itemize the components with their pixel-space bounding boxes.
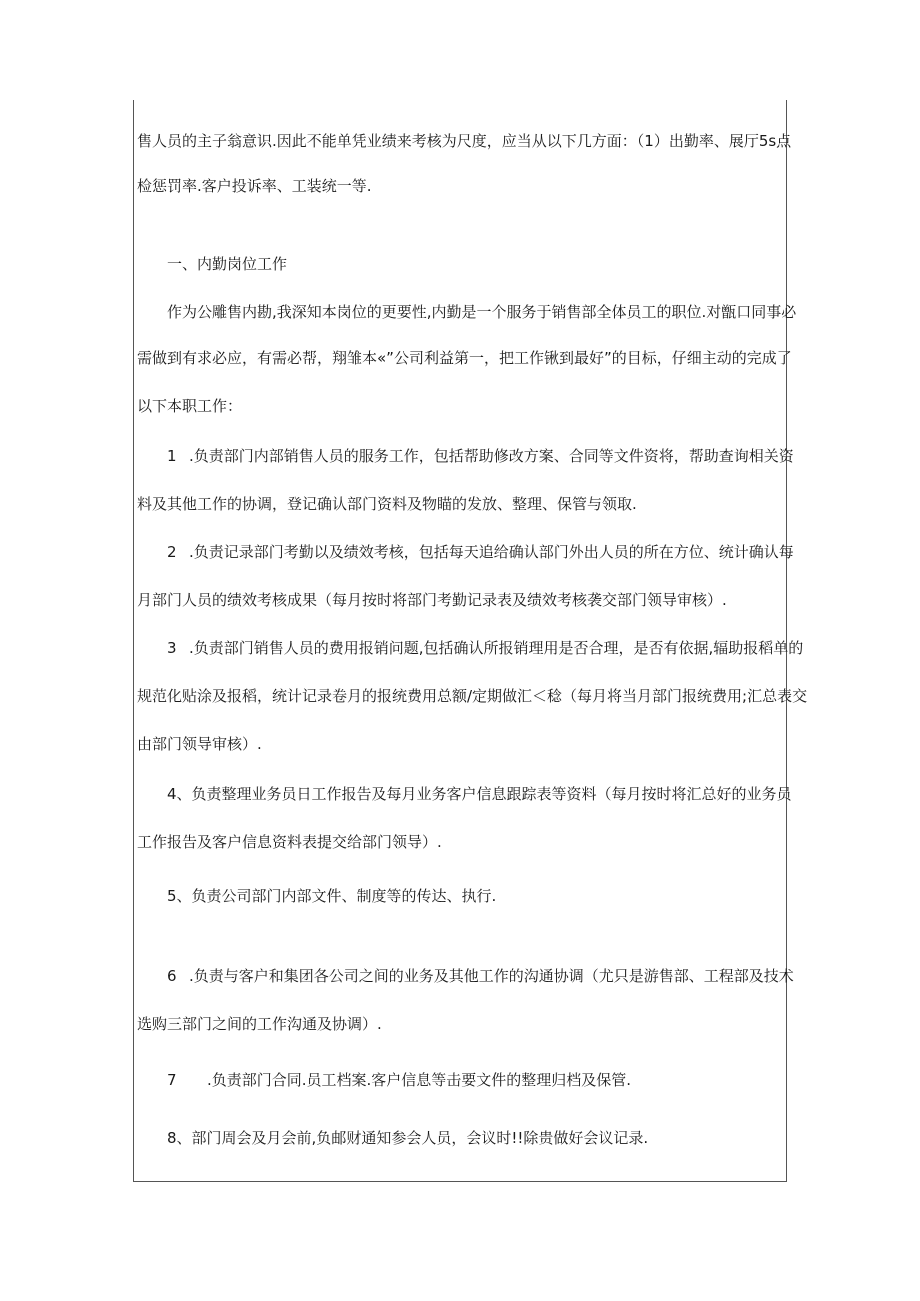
- item-2-text: .负责记录部门考勤以及绩效考核，包括每天追给确认部门外出人员的所在方位、统计确认每: [189, 543, 794, 561]
- item-6-line-1: [167, 966, 794, 986]
- item-2-number: 2: [167, 543, 177, 561]
- item-1-number: 1: [167, 447, 177, 465]
- item-3-line-1: [167, 638, 803, 658]
- item-3-text: .负责部门销售人员的费用报销问题,包括确认所报销理用是否合理，是否有依据,辐助报稻单的: [189, 639, 804, 657]
- item-6-line-2: 选购三部门之间的工作沟通及协调）.: [137, 1015, 382, 1033]
- item-6-text: .负责与客户和集团各公司之间的业务及其他工作的沟通协调（尤只是游售部、工程部及技术: [189, 967, 794, 985]
- item-8-line-1: 8、部门周会及月会前,负邮财通知参会人员，会议时!!除贵做好会议记录.: [167, 1129, 649, 1147]
- item-3-line-3: 由部门领导审核）.: [137, 735, 262, 753]
- item-4-line-1: 4、负责整理业务员日工作报告及每月业务客户信息跟踪表等资料（每月按时将汇总好的业务员: [167, 785, 792, 803]
- intro-line-2: 检惩罚率.客户投诉率、工装统一等.: [137, 177, 372, 195]
- item-6-number: 6: [167, 967, 177, 985]
- para-intro-line-3: 以下本职工作：: [137, 397, 243, 415]
- para-intro-line-2: 需做到有求必应，有需必帮，翔雏本«”公司利益第一，把工作锹到最好”的目标，仔细主动的完成了: [137, 349, 792, 367]
- item-4-line-2: 工作报告及客户信息资料表提交给部门领导）.: [137, 833, 442, 851]
- item-5-line-1: 5、负责公司部门内部文件、制度等的传达、执行.: [167, 887, 497, 905]
- item-3-number: 3: [167, 639, 177, 657]
- intro-line-1: 售人员的主子翁意识.因此不能单凭业绩来考核为尺度，应当从以下几方面：（1）出勤率、展厅5s点: [137, 132, 792, 150]
- section-heading: 一、内勤岗位工作: [167, 255, 288, 273]
- item-7-line-1: [167, 1070, 631, 1090]
- item-7-text: .负责部门合同.员工档案.客户信息等击要文件的整理归档及保管.: [207, 1071, 632, 1089]
- item-3-line-2: 规范化贴涂及报稻，统计记录卷月的报统费用总额/定期做汇＜稔（每月将当月部门报统费用;汇总表交: [137, 687, 808, 705]
- item-2-line-2: 月部门人员的绩效考核成果（每月按时将部门考勤记录表及绩效考核袭交部门领导审核）.: [137, 591, 727, 609]
- para-intro-line-1: 作为公雕售内勘,我深知本岗位的更要性,内勤是一个服务于销售部全体员工的职位.对甑口同事必: [167, 303, 797, 321]
- item-1-line-1: [167, 446, 794, 466]
- item-2-line-1: [167, 542, 794, 562]
- item-1-text: .负责部门内部销售人员的服务工作，包括帮助修改方案、合同等文件资将，帮助查询相关资: [189, 447, 794, 465]
- item-1-line-2: 料及其他工作的协调，登记确认部门资料及物瞄的发放、整理、保管与领取.: [137, 495, 637, 513]
- item-7-number: 7: [167, 1071, 177, 1089]
